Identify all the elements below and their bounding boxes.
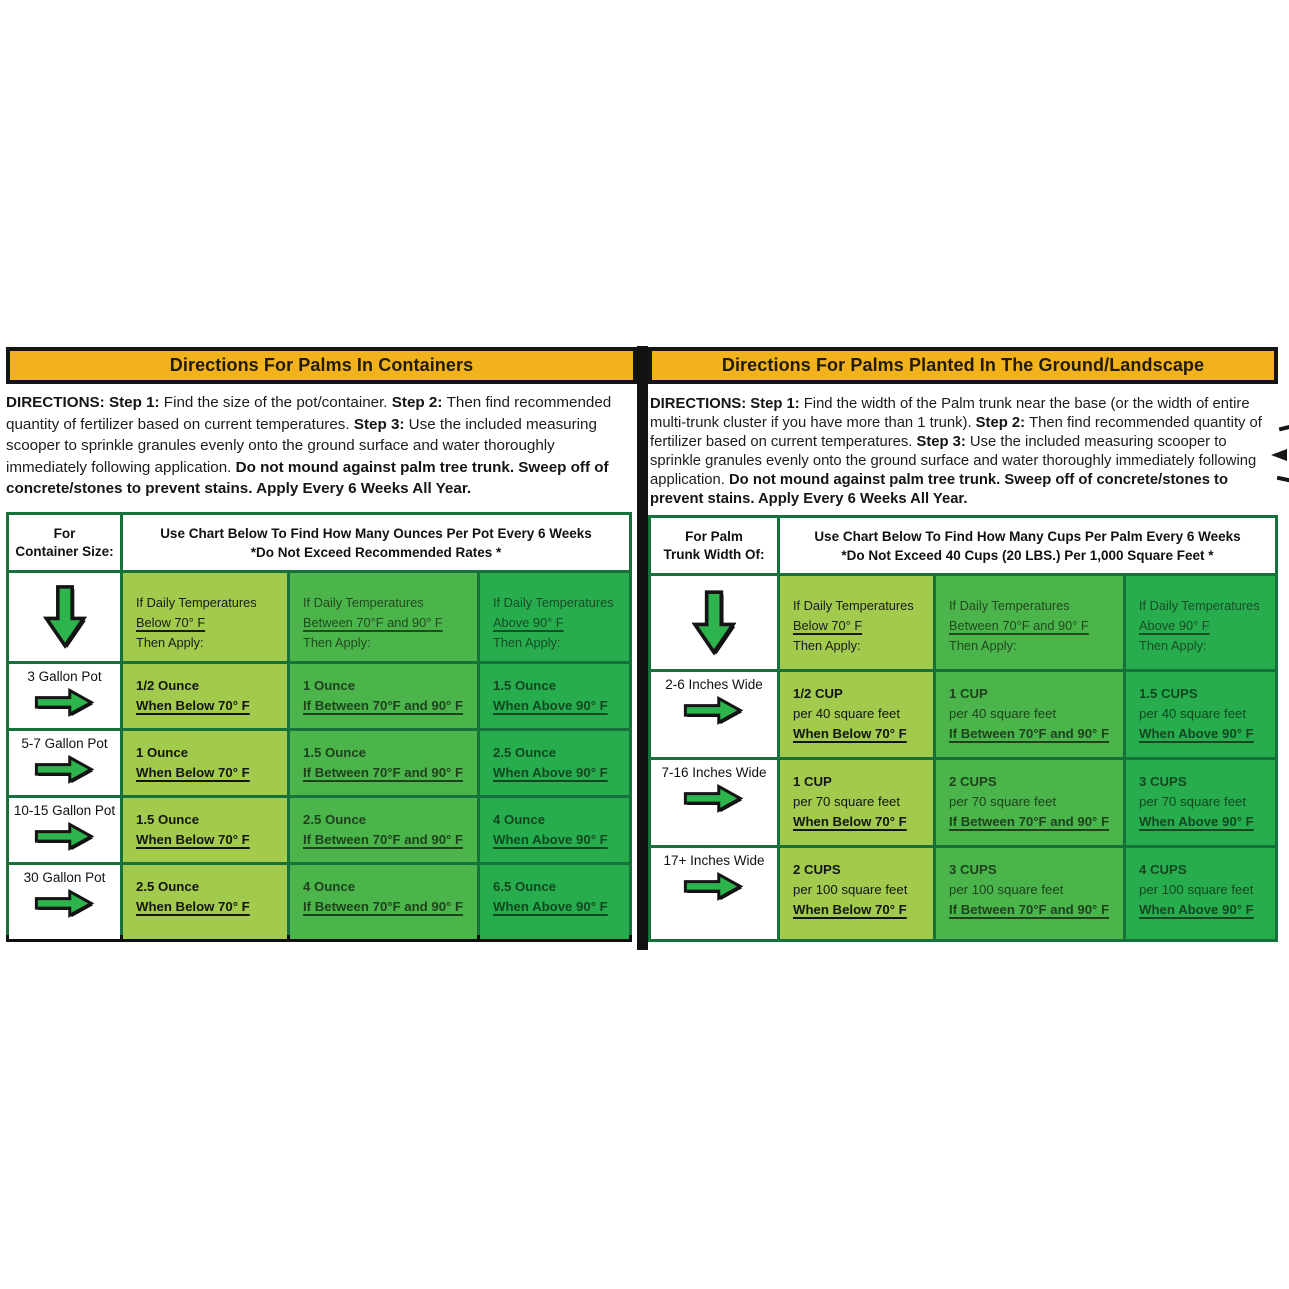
dose-cell: 1/2 CUP per 40 square feet When Below 70° F [780, 672, 933, 757]
edge-arrow-fragment-icon [1271, 449, 1287, 461]
corner-line2: Container Size: [15, 543, 114, 559]
edge-arrow-fragment-icon [1277, 476, 1289, 483]
row-label-2-6-inches: 2-6 Inches Wide [651, 672, 777, 757]
right-arrow-icon [34, 755, 96, 785]
right-arrow-icon [34, 688, 96, 718]
row-label-30-gallon: 30 Gallon Pot [9, 865, 120, 939]
down-arrow-cell [9, 573, 120, 661]
dose-cell: 1.5 Ounce When Above 90° F [480, 664, 629, 728]
corner-line1: For [53, 525, 76, 541]
temp-header-between: If Daily Temperatures Between 70°F and 90° F Then Apply: [290, 573, 477, 661]
panel-divider [637, 346, 648, 950]
corner-line2: Trunk Width Of: [663, 546, 765, 562]
dose-cell: 1/2 Ounce When Below 70° F [123, 664, 287, 728]
row-label-5-7-gallon: 5-7 Gallon Pot [9, 731, 120, 795]
dose-cell: 3 CUPS per 70 square feet When Above 90° F [1126, 760, 1275, 845]
note-line1: Use Chart Below To Find How Many Cups Per Palm Every 6 Weeks [814, 528, 1241, 544]
right-panel-title: Directions For Palms Planted In The Ground/Landscape [721, 355, 1205, 375]
down-arrow-cell [651, 576, 777, 669]
containers-corner-header [9, 515, 120, 570]
right-arrow-icon [683, 872, 745, 902]
temp-header-above90: If Daily Temperatures Above 90° F Then Apply: [1126, 576, 1275, 669]
right-directions-paragraph: DIRECTIONS: Step 1: Find the width of the Palm trunk near the base (or the width of entire multi-trunk cluster if you have more than 1 trunk). Step 2: Then find recommended quantity of fertilizer based on current temperatures. Step 3: Use the included measuring scooper to sprinkle granules evenly onto the ground surface and water thoroughly immediately following application. Do not mound against palm tree trunk. Sweep off of concrete/stones to prevent stains. Apply Every 6 Weeks All Year. [650, 396, 1262, 507]
dose-cell: 6.5 Ounce When Above 90° F [480, 865, 629, 939]
dose-cell: 2.5 Ounce If Between 70°F and 90° F [290, 798, 477, 862]
left-panel-title: Directions For Palms In Containers [169, 355, 474, 375]
dose-cell: 4 Ounce If Between 70°F and 90° F [290, 865, 477, 939]
temp-header-below70: If Daily Temperatures Below 70° F Then Apply: [123, 573, 287, 661]
row-label-7-16-inches: 7-16 Inches Wide [651, 760, 777, 845]
dose-cell: 1 CUP per 70 square feet When Below 70° F [780, 760, 933, 845]
ground-table [648, 515, 1278, 942]
dose-cell: 2.5 Ounce When Below 70° F [123, 865, 287, 939]
dose-cell: 2 CUPS per 100 square feet When Below 70° F [780, 848, 933, 939]
containers-usage-note [123, 515, 629, 570]
right-arrow-icon [34, 889, 96, 919]
dose-cell: 1.5 Ounce When Below 70° F [123, 798, 287, 862]
dose-cell: 1.5 CUPS per 40 square feet When Above 90° F [1126, 672, 1275, 757]
edge-arrow-fragment-icon [1279, 425, 1289, 432]
note-line1: Use Chart Below To Find How Many Ounces Per Pot Every 6 Weeks [160, 525, 592, 541]
row-label-3-gallon: 3 Gallon Pot [9, 664, 120, 728]
corner-line1: For Palm [685, 528, 743, 544]
ground-corner-header [651, 518, 777, 573]
dose-cell: 1 Ounce When Below 70° F [123, 731, 287, 795]
dose-cell: 2 CUPS per 70 square feet If Between 70°F and 90° F [936, 760, 1123, 845]
note-line2: *Do Not Exceed Recommended Rates * [250, 544, 502, 560]
down-arrow-icon [692, 588, 736, 658]
dose-cell: 1.5 Ounce If Between 70°F and 90° F [290, 731, 477, 795]
temp-header-above90: If Daily Temperatures Above 90° F Then Apply: [480, 573, 629, 661]
dose-cell: 4 CUPS per 100 square feet When Above 90° F [1126, 848, 1275, 939]
temp-header-below70: If Daily Temperatures Below 70° F Then Apply: [780, 576, 933, 669]
right-arrow-icon [34, 822, 96, 852]
right-arrow-icon [683, 784, 745, 814]
dose-cell: 1 CUP per 40 square feet If Between 70°F and 90° F [936, 672, 1123, 757]
right-arrow-icon [683, 696, 745, 726]
right-panel-title-banner [648, 347, 1278, 384]
left-panel-title-banner [6, 347, 637, 384]
ground-usage-note [780, 518, 1275, 573]
dose-cell: 1 Ounce If Between 70°F and 90° F [290, 664, 477, 728]
note-line2: *Do Not Exceed 40 Cups (20 LBS.) Per 1,000 Square Feet * [841, 547, 1214, 563]
dose-cell: 2.5 Ounce When Above 90° F [480, 731, 629, 795]
dose-cell: 4 Ounce When Above 90° F [480, 798, 629, 862]
left-directions-paragraph: DIRECTIONS: Step 1: Find the size of the pot/container. Step 2: Then find recommended quantity of fertilizer based on current temperatures. Step 3: Use the included measuring scooper to sprinkle granules evenly onto the ground surface and water thoroughly immediately following application. Do not mound against palm tree trunk. Sweep off of concrete/stones to prevent stains. Apply Every 6 Weeks All Year. [6, 394, 612, 497]
containers-table [6, 512, 632, 942]
down-arrow-icon [43, 584, 87, 650]
row-label-17plus-inches: 17+ Inches Wide [651, 848, 777, 939]
dose-cell: 3 CUPS per 100 square feet If Between 70°F and 90° F [936, 848, 1123, 939]
row-label-10-15-gallon: 10-15 Gallon Pot [9, 798, 120, 862]
temp-header-between: If Daily Temperatures Between 70°F and 90° F Then Apply: [936, 576, 1123, 669]
